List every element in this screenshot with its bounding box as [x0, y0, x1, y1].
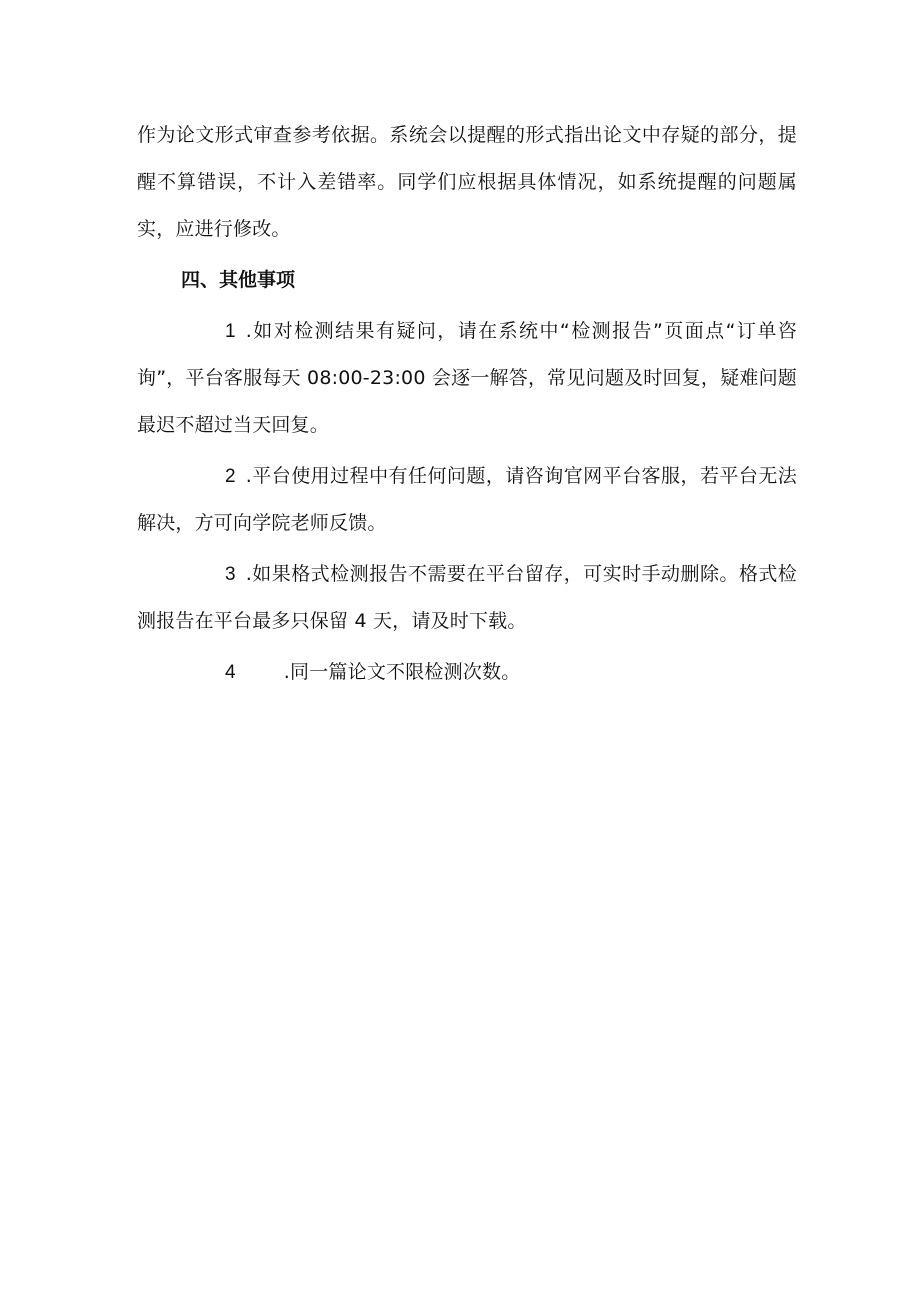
item-text: .如果格式检测报告不需要在平台留存，可实时手动删除。格式检测报告在平台最多只保留 4 天，请及时下载。: [137, 563, 797, 632]
item-text: .平台使用过程中有任何问题，请咨询官网平台客服，若平台无法解决，方可向学院老师反馈。: [137, 465, 797, 534]
list-item: [137, 551, 797, 645]
document-body: [137, 112, 797, 696]
list-item: [137, 308, 797, 449]
list-item: [137, 649, 797, 696]
item-number: 3: [225, 564, 236, 585]
item-text: .同一篇论文不限检测次数。: [283, 661, 521, 683]
intro-paragraph: 作为论文形式审查参考依据。系统会以提醒的形式指出论文中存疑的部分，提醒不算错误，不计入差错率。同学们应根据具体情况，如系统提醒的问题属实，应进行修改。: [137, 124, 797, 240]
item-number: 1: [225, 321, 236, 342]
section-heading: 四、其他事项: [181, 269, 296, 291]
item-number: 4: [225, 662, 236, 683]
item-number: 2: [225, 466, 236, 487]
list-item: [137, 453, 797, 547]
item-text: .如对检测结果有疑问，请在系统中“检测报告”页面点“订单咨询”，平台客服每天 08:00-23:00 会逐一解答，常见问题及时回复，疑难问题最迟不超过当天回复。: [137, 320, 797, 436]
